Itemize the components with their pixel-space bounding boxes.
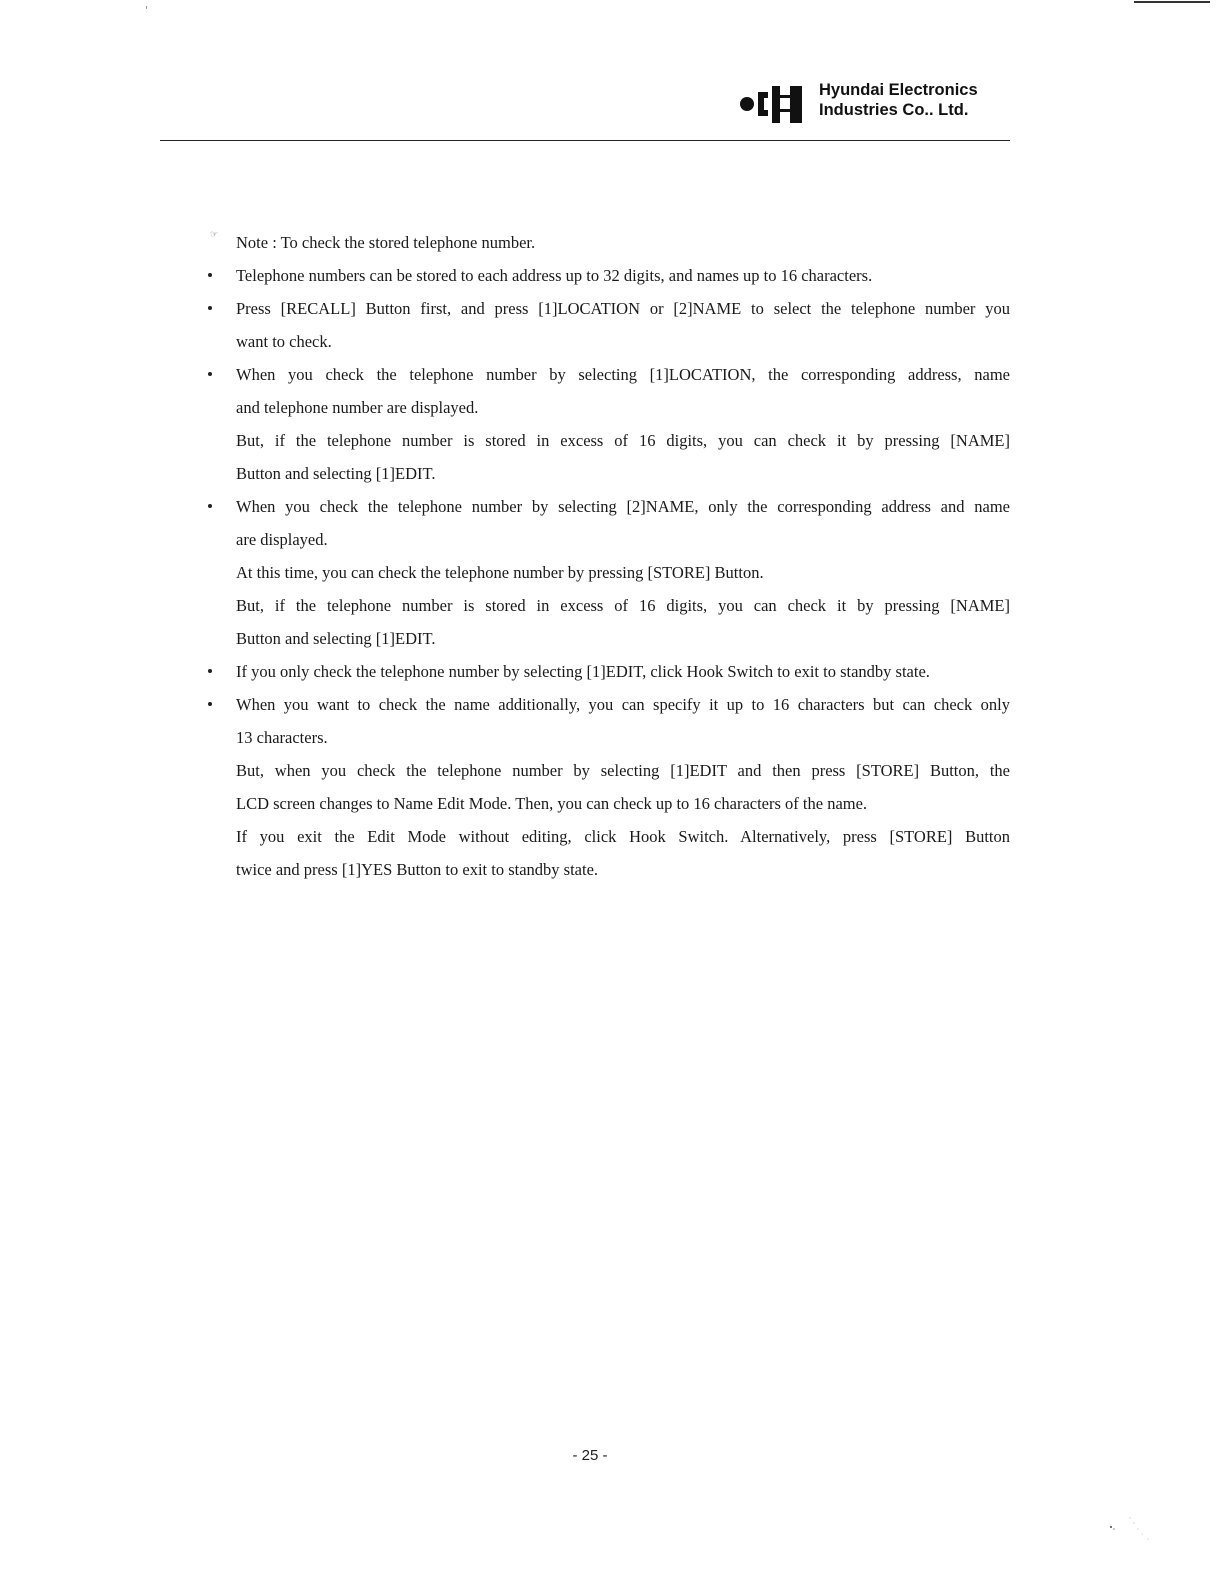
continuation-line	[204, 721, 1024, 754]
line-text: Press [RECALL] Button first, and press [1]LOCATION or [2]NAME to select the telephone number you	[236, 299, 1010, 318]
line-text: Note : To check the stored telephone number.	[236, 233, 536, 252]
continuation-line	[204, 556, 1024, 589]
line-text: If you only check the telephone number by selecting [1]EDIT, click Hook Switch to exit to standby state.	[236, 662, 930, 681]
line-text: LCD screen changes to Name Edit Mode. Then, you can check up to 16 characters of the name.	[236, 794, 868, 813]
bullet-icon	[208, 306, 212, 310]
bullet-icon	[208, 669, 212, 673]
bullet-icon	[208, 273, 212, 277]
continuation-line	[204, 424, 1024, 457]
page-number: - 25 -	[572, 1447, 608, 1464]
continuation-line	[204, 589, 1024, 622]
company-name	[819, 80, 978, 120]
header-rule	[160, 140, 1010, 141]
line-text: want to check.	[236, 332, 332, 351]
line-text: But, if the telephone number is stored in excess of 16 digits, you can check it by pressing [NAME]	[236, 596, 1010, 615]
line-text: At this time, you can check the telephone number by pressing [STORE] Button.	[236, 563, 764, 582]
bullet-item	[204, 688, 1024, 721]
scan-specks	[1108, 1515, 1158, 1545]
line-text: But, when you check the telephone number by selecting [1]EDIT and then press [STORE] Button, the	[236, 761, 1010, 780]
bullet-icon	[208, 504, 212, 508]
note-line	[204, 226, 1024, 259]
line-text: Telephone numbers can be stored to each address up to 32 digits, and names up to 16 characters.	[236, 266, 873, 285]
line-text: Button and selecting [1]EDIT.	[236, 464, 436, 483]
line-text: When you check the telephone number by selecting [1]LOCATION, the corresponding address, name	[236, 365, 1010, 384]
continuation-line	[204, 853, 1024, 886]
line-text: Button and selecting [1]EDIT.	[236, 629, 436, 648]
company-name-line2: Industries Co.. Ltd.	[819, 101, 969, 119]
continuation-line	[204, 787, 1024, 820]
company-name-line1: Hyundai Electronics	[819, 81, 978, 99]
pointing-hand-icon: ☞	[210, 230, 220, 240]
continuation-line	[204, 391, 1024, 424]
line-text: When you check the telephone number by selecting [2]NAME, only the corresponding address and name	[236, 497, 1010, 516]
line-text: But, if the telephone number is stored in excess of 16 digits, you can check it by pressing [NAME]	[236, 431, 1010, 450]
bullet-item	[204, 655, 1024, 688]
line-text: are displayed.	[236, 530, 328, 549]
bullet-item	[204, 292, 1024, 325]
hyundai-electronics-logo	[738, 82, 810, 126]
line-text: 13 characters.	[236, 728, 328, 747]
bullet-item	[204, 358, 1024, 391]
continuation-line	[204, 457, 1024, 490]
bullet-icon	[208, 702, 212, 706]
bullet-icon	[208, 372, 212, 376]
line-text: twice and press [1]YES Button to exit to standby state.	[236, 860, 599, 879]
continuation-line	[204, 523, 1024, 556]
line-text: When you want to check the name additionally, you can specify it up to 16 characters but can check only	[236, 695, 1010, 714]
corner-scan-line	[1134, 1, 1210, 3]
page-header	[734, 78, 1014, 128]
line-text: If you exit the Edit Mode without editing, click Hook Switch. Alternatively, press [STORE] Button	[236, 827, 1010, 846]
continuation-line	[204, 622, 1024, 655]
continuation-line	[204, 325, 1024, 358]
line-text: and telephone number are displayed.	[236, 398, 479, 417]
continuation-line	[204, 754, 1024, 787]
continuation-line	[204, 820, 1024, 853]
scan-mark	[146, 6, 147, 9]
bullet-item	[204, 259, 1024, 292]
bullet-item	[204, 490, 1024, 523]
document-body	[204, 226, 1024, 886]
